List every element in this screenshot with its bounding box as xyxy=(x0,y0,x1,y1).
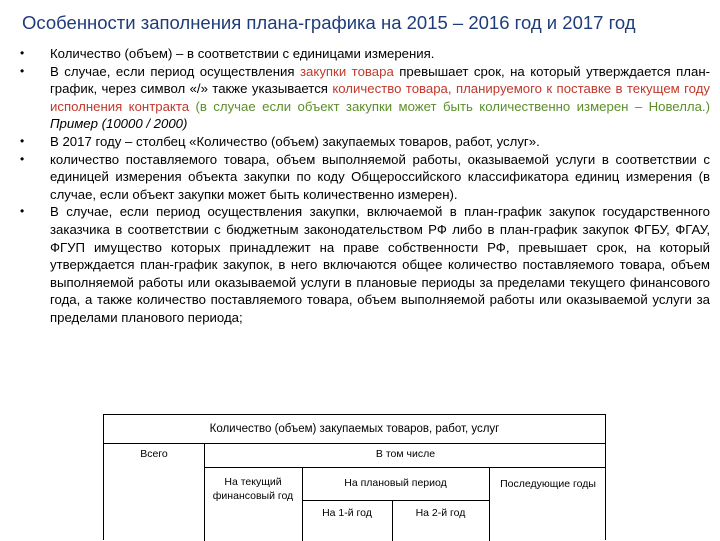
table-divider xyxy=(302,500,489,501)
year2-header: На 2-й год xyxy=(415,507,466,519)
bullet-text-part: В 2017 году – столбец «Количество (объем) закупаемых товаров, работ, услуг». xyxy=(50,133,540,149)
bullet-text-part: превышает срок, на который утверждается план-график, через символ «/» также указывается xyxy=(50,63,710,97)
bullet-text xyxy=(50,151,710,204)
slide-title: Особенности заполнения плана-графика на 2015 – 2016 год и 2017 год xyxy=(22,12,636,33)
bullet-marker: • xyxy=(20,46,25,60)
bullet-text-part: количество поставляемого товара, объем выполняемой работы, оказываемой услуги в соответствии с единицей измерения объекта закупки по коду Общероссийского классификатора единиц измерения (в случае, если объект закупки может быть количественно измерен). xyxy=(50,151,710,202)
subsequent-years-header: Последующие годы xyxy=(500,478,596,490)
quantity-table xyxy=(103,414,606,540)
bullet-marker: • xyxy=(20,151,25,166)
bullet-marker: • xyxy=(20,63,25,78)
bullet-marker: • xyxy=(20,204,25,219)
current-year-header: На текущий финансовый год xyxy=(212,476,294,502)
bullet-item xyxy=(20,151,710,204)
including-header: В том числе xyxy=(375,448,436,460)
bullet-item xyxy=(20,133,710,151)
planned-period-header: На плановый период xyxy=(344,477,447,489)
bullet-text xyxy=(50,133,710,151)
bullet-text xyxy=(50,203,710,326)
bullet-item xyxy=(20,203,710,326)
bullet-text-part: В случае, если период осуществления xyxy=(50,63,301,79)
bullet-text-part: В случае, если период осуществления закупки, включаемой в план-график закупок государственного заказчика в соответствии с бюджетным законодательством РФ либо в план-график закупок ФГБУ, ФГАУ, ФГУП имущество которых принадлежит на праве собственности РФ, превышает срок, на который утверждается план-график закупок, в него включаются общее количество поставляемого товара, объем выполняемой работы или оказываемой услуги в плановые периоды за пределами текущего финансового года, а также количество поставляемого товара, объем выполняемой работы или оказываемой услуги за пределами планового периода; xyxy=(50,204,710,325)
table-divider xyxy=(204,467,605,468)
bullet-text xyxy=(50,45,710,63)
total-column-header: Всего xyxy=(140,448,168,460)
year1-header: На 1-й год xyxy=(322,507,372,519)
bullet-text-part: Количество (объем) – в соответствии с единицами измерения. xyxy=(50,46,435,61)
bullet-text xyxy=(50,63,710,133)
bullet-marker: • xyxy=(20,133,25,148)
novella-note: (в случае если объект закупки может быть количественно измерен – Новелла.) xyxy=(189,98,710,114)
bullet-item xyxy=(20,63,710,133)
highlighted-text: закупки товара xyxy=(300,63,394,79)
bullet-item xyxy=(20,45,710,63)
example-text: Пример (10000 / 2000) xyxy=(50,116,188,132)
bullet-list xyxy=(20,45,710,327)
highlighted-text: количество товара, планируемого к поставке в текущем году исполнения контракта xyxy=(50,81,710,114)
table-header: Количество (объем) закупаемых товаров, работ, услуг xyxy=(104,415,605,444)
